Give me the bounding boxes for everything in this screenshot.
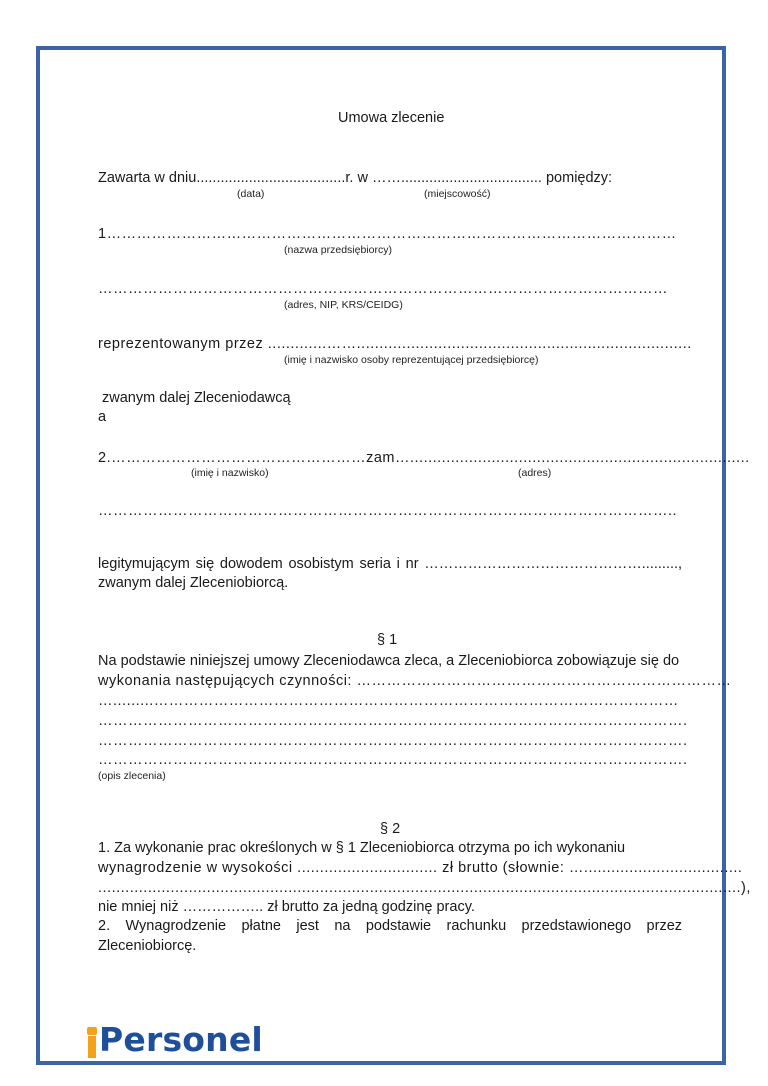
party2-name-line: 2.……………………………………………zam…........................................................................... xyxy=(98,450,750,466)
id-word: nr xyxy=(405,556,419,572)
intro-line: Zawarta w dniu.....................................r. w ……................................... pomiędzy: xyxy=(98,170,613,186)
called-contractor: zwanym dalej Zleceniobiorcą. xyxy=(98,575,289,591)
section2-line1: 1. Za wykonanie prac określonych w § 1 Zleceniobiorca otrzyma po ich wykonaniu xyxy=(98,840,626,856)
logo-i-mark-icon xyxy=(86,1022,98,1058)
section1-line2: wykonania następujących czynności: ………………………………………………………………… xyxy=(98,673,732,689)
id-word: ………………………………………........., xyxy=(424,556,683,572)
label-company-address: (adres, NIP, KRS/CEIDG) xyxy=(284,299,403,311)
party1-address-line: …………………………………………………………………………………………………… xyxy=(98,281,668,297)
section2-line2: wynagrodzenie w wysokości ............................... zł brutto (słownie: …................................... xyxy=(98,860,743,876)
section2-line5 xyxy=(98,917,682,935)
label-person-name: (imię i nazwisko) xyxy=(191,467,269,479)
clause-word: na xyxy=(334,918,351,934)
clause-word: Wynagrodzenie xyxy=(125,918,227,934)
party1-name-line: 1…………………………………………………………………………………………………… xyxy=(98,226,677,242)
id-word: seria xyxy=(359,556,391,572)
clause-word: jest xyxy=(296,918,319,934)
representative-line: reprezentowanym przez .............…….......................................................................... xyxy=(98,336,692,352)
section1-dots: ………………………………………………………………………………………………………. xyxy=(98,752,688,768)
party2-address-line: …………………………………………………………………………………………………….. xyxy=(98,503,678,519)
label-place: (miejscowość) xyxy=(424,188,491,200)
label-person-address: (adres) xyxy=(518,467,552,479)
personel-logo xyxy=(86,1018,263,1058)
section1-dots: ………………………………………………………………………………………………………. xyxy=(98,733,688,749)
and-word: a xyxy=(98,409,107,425)
logo-text: Personel xyxy=(99,1020,263,1059)
section2-line4: nie mniej niż …………….. zł brutto za jedną godzinę pracy. xyxy=(98,899,475,915)
section2-heading: § 2 xyxy=(380,821,401,837)
section1-heading: § 1 xyxy=(377,632,398,648)
id-word: osobistym xyxy=(288,556,354,572)
id-word: legitymującym xyxy=(98,556,190,572)
called-client: zwanym dalej Zleceniodawcą xyxy=(102,390,291,406)
clause-word: rachunku xyxy=(446,918,507,934)
section1-line1: Na podstawie niniejszej umowy Zleceniodawca zleca, a Zleceniobiorca zobowiązuje się do xyxy=(98,653,680,669)
id-line xyxy=(98,555,682,573)
label-company-name: (nazwa przedsiębiorcy) xyxy=(284,244,392,256)
section1-dots: ….........…………………………………………………………………………………………… xyxy=(98,693,679,709)
clause-word: płatne xyxy=(241,918,281,934)
id-word: dowodem xyxy=(219,556,283,572)
label-date: (data) xyxy=(237,188,265,200)
id-word: się xyxy=(195,556,215,572)
section1-dots: ………………………………………………………………………………………………………. xyxy=(98,713,688,729)
clause-word: 2. xyxy=(98,918,111,934)
clause-word: przedstawionego xyxy=(521,918,632,934)
section2-line6: Zleceniobiorcę. xyxy=(98,938,197,954)
id-word: i xyxy=(396,556,400,572)
section2-line3: ..............................................................................................................................................), xyxy=(98,880,751,896)
clause-word: przez xyxy=(646,918,683,934)
clause-word: podstawie xyxy=(365,918,432,934)
label-representative: (imię i nazwisko osoby reprezentującej przedsiębiorcę) xyxy=(284,354,539,366)
label-task-description: (opis zlecenia) xyxy=(98,770,166,782)
document-title: Umowa zlecenie xyxy=(338,110,445,126)
